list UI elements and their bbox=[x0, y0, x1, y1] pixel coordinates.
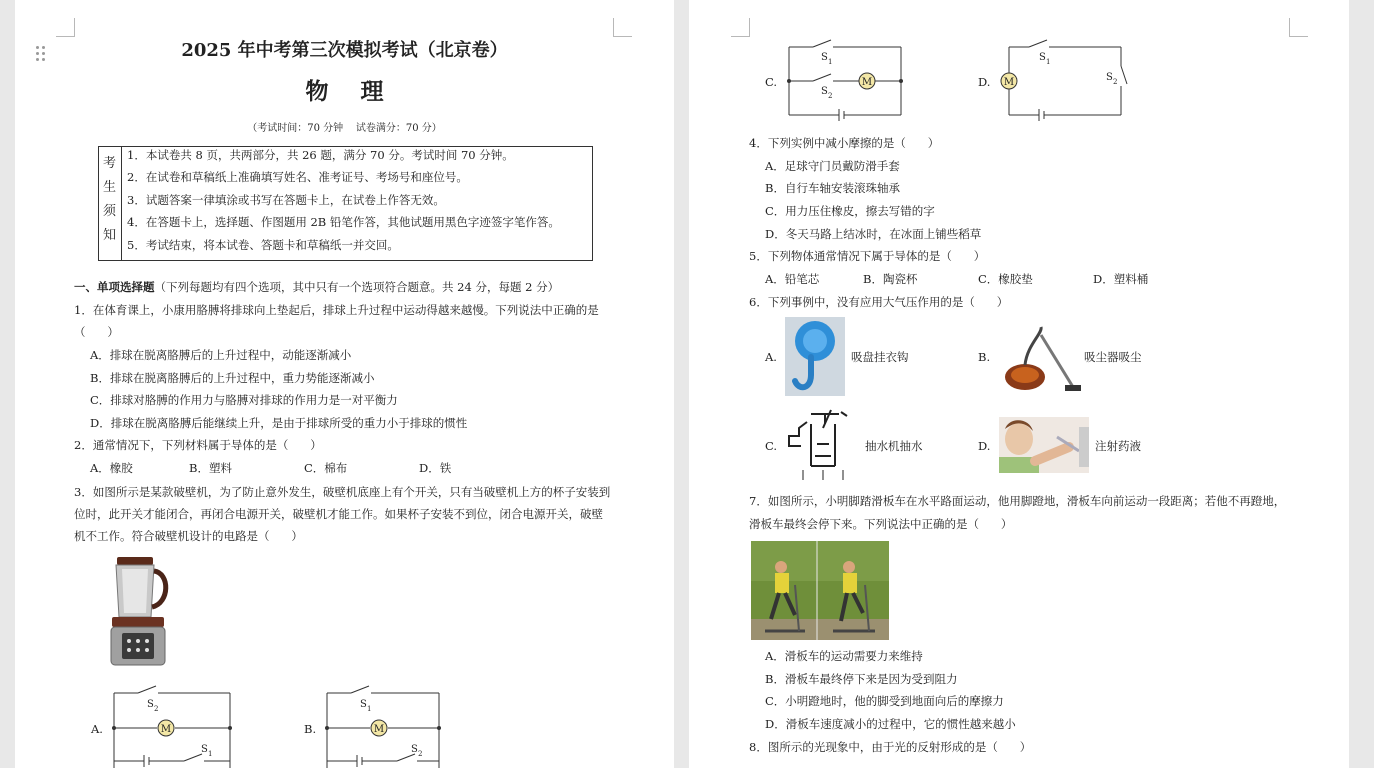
injection-photo bbox=[999, 417, 1089, 473]
question-7-stem-cont: 滑板车最终会停下来。下列说法中正确的是（ ） bbox=[749, 517, 1013, 531]
question-8-stem: 8．图所示的光现象中，由于光的反射形成的是（ ） bbox=[749, 740, 1032, 754]
question-5-option-d: D．塑料桶 bbox=[1093, 272, 1149, 286]
circuit-a-label: A. bbox=[91, 722, 103, 736]
question-6-option-c-caption: 抽水机抽水 bbox=[865, 439, 923, 453]
question-2-option-b: B．塑料 bbox=[189, 461, 232, 475]
notice-item: 4．在答题卡上，选择题、作图题用 2B 铅笔作答，其他试题用黑色字迹签字笔作答。 bbox=[127, 215, 560, 229]
question-2-option-a: A．橡胶 bbox=[90, 461, 133, 475]
circuit-a-diagram bbox=[114, 686, 234, 768]
switch-label: S bbox=[821, 52, 828, 63]
notice-label-column bbox=[99, 147, 122, 260]
notice-item: 1．本试卷共 8 页，共两部分，共 26 题，满分 70 分。考试时间 70 分钟。 bbox=[127, 148, 514, 162]
question-6-option-c-letter: C. bbox=[765, 439, 778, 453]
question-5-option-b: B．陶瓷杯 bbox=[863, 272, 918, 286]
switch-label: S bbox=[360, 699, 367, 710]
section-title: 一、单项选择题 bbox=[74, 280, 155, 294]
switch-label: S bbox=[821, 86, 828, 97]
switch-subscript: 1 bbox=[367, 705, 372, 713]
page-corner-mark bbox=[613, 18, 632, 37]
page-corner-mark bbox=[56, 18, 75, 37]
question-5-option-c: C．橡胶垫 bbox=[978, 272, 1033, 286]
notice-item: 2．在试卷和草稿纸上准确填写姓名、准考证号、考场号和座位号。 bbox=[127, 170, 468, 184]
question-7-option-b: B．滑板车最终停下来是因为受到阻力 bbox=[765, 672, 958, 686]
suction-hook-image bbox=[785, 317, 845, 396]
question-3-stem-cont: 机不工作。符合破壁机设计的电路是（ ） bbox=[74, 529, 303, 543]
question-4-stem: 4．下列实例中减小摩擦的是（ ） bbox=[749, 136, 940, 150]
question-6-option-a-letter: A. bbox=[765, 350, 777, 364]
question-3-stem: 3．如图所示是某款破壁机，为了防止意外发生，破壁机底座上有个开关，只有当破壁机上方的杯子安装到 bbox=[74, 485, 611, 499]
question-1-stem-cont: （ ） bbox=[74, 325, 119, 339]
switch-label: S bbox=[1106, 72, 1113, 83]
motor-symbol: M bbox=[160, 724, 172, 735]
section-heading bbox=[74, 280, 559, 294]
switch-subscript: 2 bbox=[828, 92, 833, 100]
question-6-stem: 6．下列事例中，没有应用大气压作用的是（ ） bbox=[749, 295, 1009, 309]
page-corner-mark bbox=[731, 18, 750, 37]
circuit-b-diagram bbox=[327, 686, 447, 768]
switch-subscript: 2 bbox=[418, 750, 423, 758]
question-7-option-d: D．滑板车速度减小的过程中，它的惯性越来越小 bbox=[765, 717, 1016, 731]
question-6-option-a-caption: 吸盘挂衣钩 bbox=[851, 350, 909, 364]
question-4-option-a: A．足球守门员戴防滑手套 bbox=[765, 159, 900, 173]
switch-label: S bbox=[201, 744, 208, 755]
switch-subscript: 2 bbox=[1113, 78, 1118, 86]
vacuum-cleaner-image bbox=[1003, 325, 1083, 395]
switch-subscript: 1 bbox=[208, 750, 213, 758]
question-2-option-d: D．铁 bbox=[419, 461, 452, 475]
circuit-d-diagram bbox=[1003, 40, 1124, 118]
question-6-option-b-letter: B. bbox=[978, 350, 991, 364]
question-5-option-a: A．铅笔芯 bbox=[765, 272, 820, 286]
document-page-2 bbox=[689, 0, 1349, 768]
question-6-option-d-letter: D. bbox=[978, 439, 991, 453]
section-note: （下列每题均有四个选项，其中只有一个选项符合题意。共 24 分，每题 2 分） bbox=[154, 280, 560, 294]
question-1-stem: 1．在体育课上，小康用胳膊将排球向上垫起后，排球上升过程中运动得越来越慢。下列说法中正确的是 bbox=[74, 303, 599, 317]
switch-label: S bbox=[1039, 52, 1046, 63]
switch-subscript: 1 bbox=[1046, 58, 1051, 66]
question-4-option-b: B．自行车轴安装滚珠轴承 bbox=[765, 181, 900, 195]
notice-label-char: 须 bbox=[103, 204, 117, 219]
question-3-stem-cont: 位时，此开关才能闭合，再闭合电源开关，破壁机才能工作。如果杯子安装不到位，闭合电源开关，破壁 bbox=[74, 507, 603, 521]
switch-subscript: 1 bbox=[828, 58, 833, 66]
question-5-stem: 5．下列物体通常情况下属于导体的是（ ） bbox=[749, 249, 986, 263]
circuit-d-label: D. bbox=[978, 75, 991, 89]
blender-image bbox=[108, 555, 172, 670]
notice-item: 5．考试结束，将本试卷、答题卡和草稿纸一并交回。 bbox=[127, 238, 399, 252]
notice-label-char: 知 bbox=[103, 228, 117, 243]
motor-symbol: M bbox=[1003, 77, 1015, 88]
notice-label-char: 考 bbox=[103, 156, 117, 171]
question-1-option-d: D．排球在脱离胳膊后能继续上升，是由于排球所受的重力小于排球的惯性 bbox=[90, 416, 468, 430]
circuit-c-diagram bbox=[789, 40, 904, 118]
subject-title: 物 理 bbox=[305, 78, 384, 105]
question-6-option-b-caption: 吸尘器吸尘 bbox=[1084, 350, 1142, 364]
circuit-c-label: C. bbox=[765, 75, 778, 89]
exam-title: 2025 年中考第三次模拟考试（北京卷） bbox=[181, 40, 508, 61]
question-4-option-c: C．用力压住橡皮，擦去写错的字 bbox=[765, 204, 935, 218]
notice-item: 3．试题答案一律填涂或书写在答题卡上，在试卷上作答无效。 bbox=[127, 193, 445, 207]
question-1-option-c: C．排球对胳膊的作用力与胳膊对排球的作用力是一对平衡力 bbox=[90, 393, 398, 407]
question-7-stem: 7．如图所示，小明脚踏滑板车在水平路面运动，他用脚蹬地，滑板车向前运动一段距离；若他不再蹬地， bbox=[749, 494, 1286, 508]
notice-box bbox=[98, 146, 593, 261]
question-6-option-d-caption: 注射药液 bbox=[1095, 439, 1141, 453]
water-pump-diagram bbox=[787, 408, 857, 482]
switch-label: S bbox=[147, 699, 154, 710]
question-1-option-b: B．排球在脱离胳膊后的上升过程中，重力势能逐渐减小 bbox=[90, 371, 375, 385]
scooter-photo bbox=[751, 541, 889, 640]
motor-symbol: M bbox=[373, 724, 385, 735]
exam-info: （考试时间：70 分钟 试卷满分：70 分） bbox=[247, 123, 442, 134]
question-4-option-d: D．冬天马路上结冰时，在冰面上铺些稻草 bbox=[765, 227, 982, 241]
page-corner-mark bbox=[1289, 18, 1308, 37]
switch-subscript: 2 bbox=[154, 705, 159, 713]
question-2-stem: 2．通常情况下，下列材料属于导体的是（ ） bbox=[74, 438, 322, 452]
circuit-b-label: B. bbox=[304, 722, 317, 736]
question-2-option-c: C．棉布 bbox=[304, 461, 348, 475]
document-page-1 bbox=[15, 0, 674, 768]
motor-symbol: M bbox=[861, 77, 873, 88]
notice-label-char: 生 bbox=[103, 180, 117, 195]
question-7-option-c: C．小明蹬地时，他的脚受到地面向后的摩擦力 bbox=[765, 694, 1004, 708]
question-1-option-a: A．排球在脱离胳膊后的上升过程中，动能逐渐减小 bbox=[90, 348, 352, 362]
switch-label: S bbox=[411, 744, 418, 755]
question-7-option-a: A．滑板车的运动需要力来维持 bbox=[765, 649, 923, 663]
